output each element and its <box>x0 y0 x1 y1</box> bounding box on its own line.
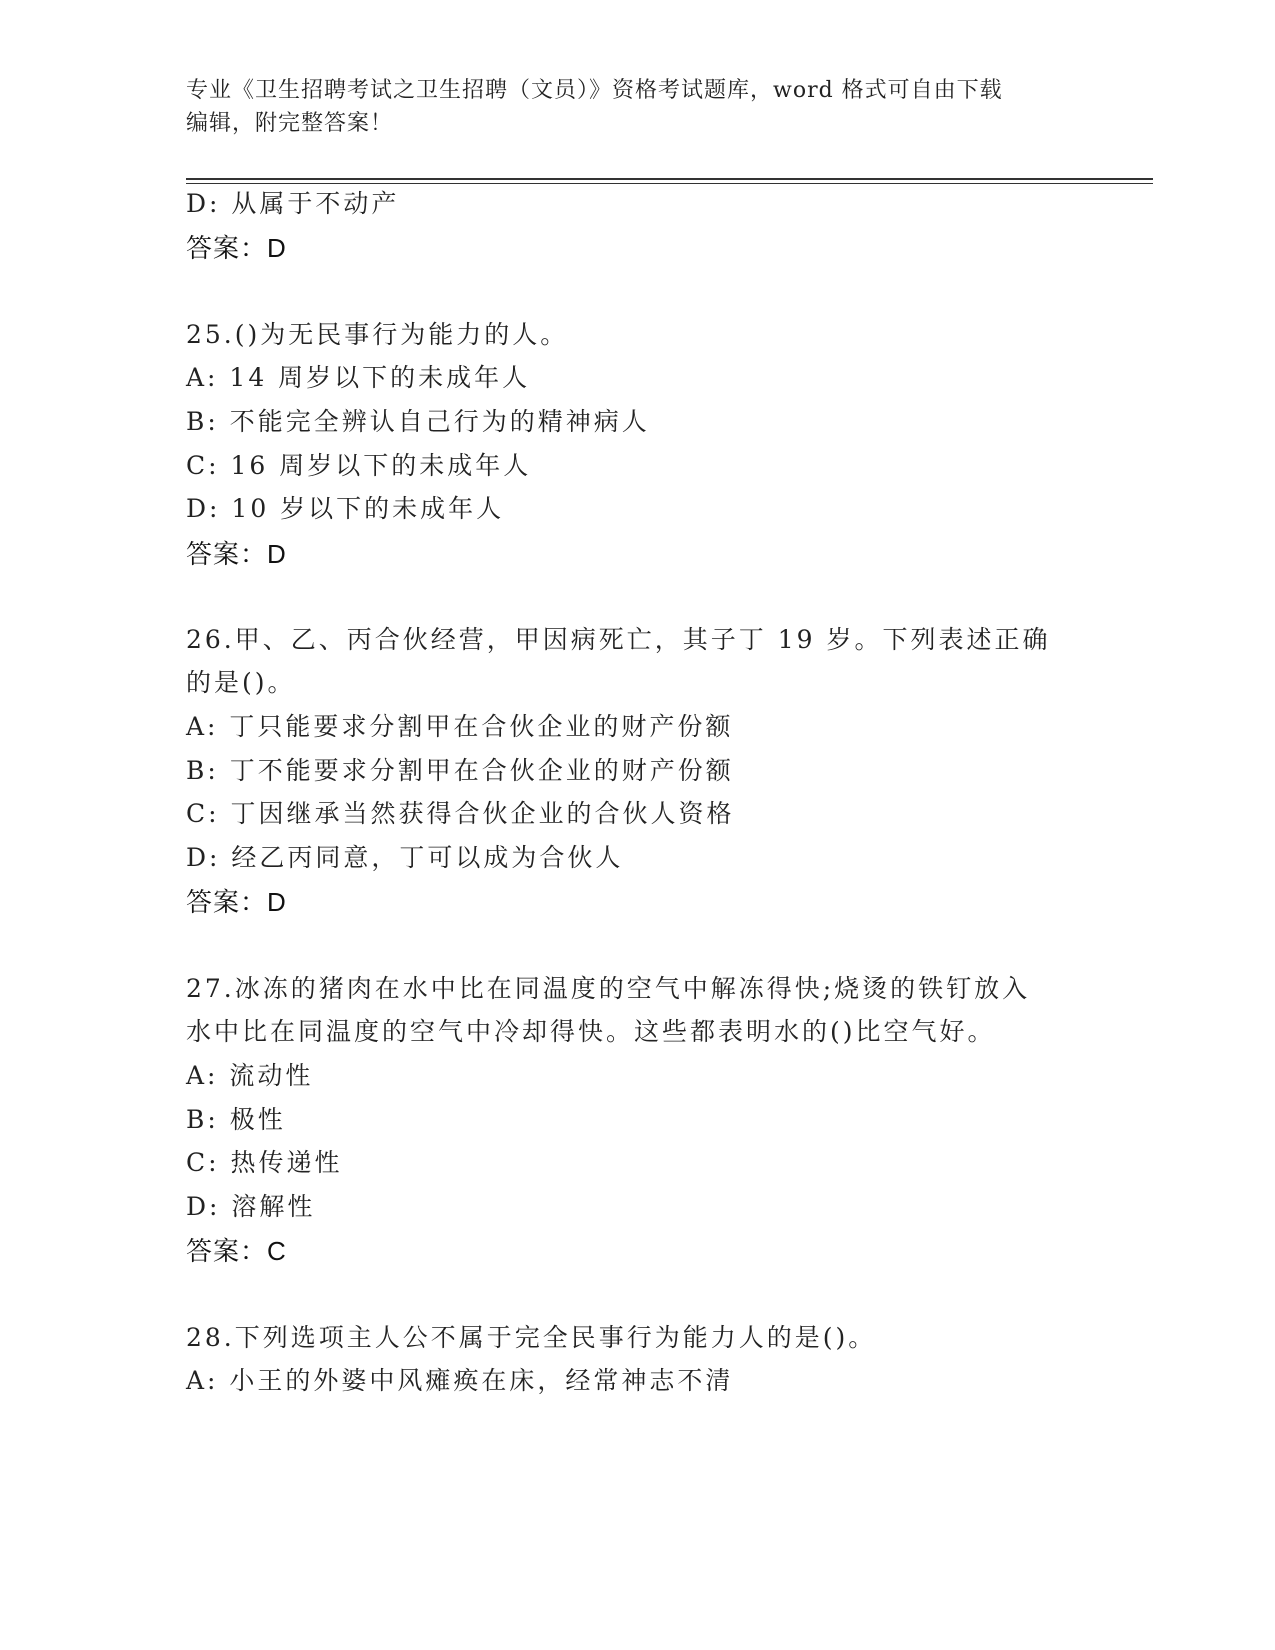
option-a: A: 丁只能要求分割甲在合伙企业的财产份额 <box>186 712 734 741</box>
option-d: D: 10 岁以下的未成年人 <box>186 494 505 523</box>
header-divider-thick <box>186 178 1153 180</box>
answer-label: 答案：D <box>186 539 287 569</box>
option-d: D: 溶解性 <box>186 1192 316 1221</box>
question-stem-continued: 的是()。 <box>186 668 296 697</box>
option-b: B: 丁不能要求分割甲在合伙企业的财产份额 <box>186 756 734 785</box>
option-a: A: 流动性 <box>186 1061 314 1090</box>
question-stem-continued: 水中比在同温度的空气中冷却得快。这些都表明水的()比空气好。 <box>186 1017 996 1046</box>
option-c: C: 热传递性 <box>186 1148 343 1177</box>
option-c: C: 16 周岁以下的未成年人 <box>186 451 532 480</box>
question-stem: 26.甲、乙、丙合伙经营，甲因病死亡，其子丁 19 岁。下列表述正确 <box>186 625 1051 654</box>
question-stem: 28.下列选项主人公不属于完全民事行为能力人的是()。 <box>186 1323 877 1352</box>
answer-label: 答案：C <box>186 1236 287 1266</box>
answer-label: 答案：D <box>186 233 287 263</box>
document-header <box>186 74 1086 140</box>
option-a: A: 小王的外婆中风瘫痪在床，经常神志不清 <box>186 1366 734 1395</box>
header-line-1: 专业《卫生招聘考试之卫生招聘（文员）》资格考试题库，word 格式可自由下载 <box>186 78 1003 103</box>
option-d: D: 经乙丙同意，丁可以成为合伙人 <box>186 843 624 872</box>
header-line-2: 编辑，附完整答案！ <box>186 111 394 136</box>
option-d: D: 从属于不动产 <box>186 189 400 218</box>
option-c: C: 丁因继承当然获得合伙企业的合伙人资格 <box>186 799 735 828</box>
question-stem: 27.冰冻的猪肉在水中比在同温度的空气中解冻得快;烧烫的铁钉放入 <box>186 974 1031 1003</box>
option-b: B: 不能完全辨认自己行为的精神病人 <box>186 407 650 436</box>
option-a: A: 14 周岁以下的未成年人 <box>186 363 531 392</box>
header-divider-thin <box>186 183 1153 184</box>
option-b: B: 极性 <box>186 1105 286 1134</box>
answer-label: 答案：D <box>186 887 287 917</box>
question-stem: 25.()为无民事行为能力的人。 <box>186 320 569 349</box>
